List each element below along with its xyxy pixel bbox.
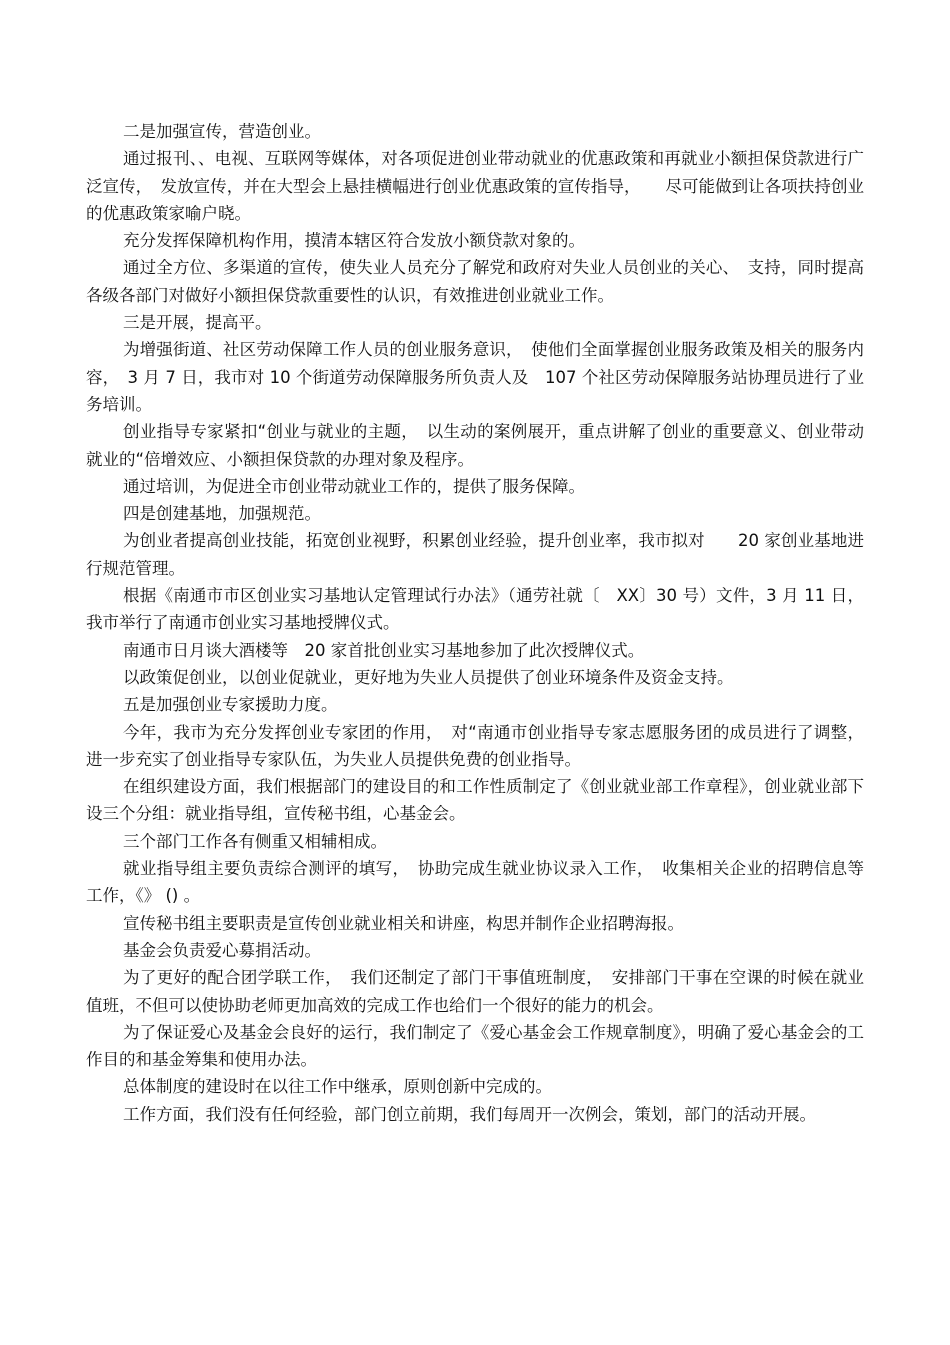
paragraph: 充分发挥保障机构作用，摸清本辖区符合发放小额贷款对象的。 (123, 231, 585, 251)
paragraph: 为增强街道、社区劳动保障工作人员的创业服务意识， 使他们全面掌握创业服务政策及相关的服务内容， 3 月 7 日，我市对 10 个街道劳动保障服务所负责人及 107 个社区劳动保障服务站协理员进行了业务培训。 (86, 340, 864, 414)
paragraph: 总体制度的建设时在以往工作中继承，原则创新中完成的。 (123, 1077, 552, 1097)
paragraph: 为创业者提高创业技能，拓宽创业视野，积累创业经验，提升创业率，我市拟对 20 家创业基地进行规范管理。 (86, 531, 864, 578)
paragraph: 三是开展，提高平。 (123, 313, 272, 333)
paragraph: 以政策促创业，以创业促就业，更好地为失业人员提供了创业环境条件及资金支持。 (123, 667, 734, 687)
paragraph: 四是创建基地，加强规范。 (123, 504, 321, 524)
paragraph: 创业指导专家紧扣“创业与就业的主题， 以生动的案例展开，重点讲解了创业的重要意义、创业带动就业的“倍增效应、小额担保贷款的办理对象及程序。 (86, 422, 864, 469)
paragraph: 为了更好的配合团学联工作， 我们还制定了部门干事值班制度， 安排部门干事在空课的时候在就业值班，不但可以使协助老师更加高效的完成工作也给们一个很好的能力的机会。 (86, 968, 864, 1015)
paragraph: 三个部门工作各有侧重又相辅相成。 (123, 831, 387, 851)
document-body (86, 118, 864, 1128)
paragraph: 通过报刊、、电视、互联网等媒体，对各项促进创业带动就业的优惠政策和再就业小额担保贷款进行广泛宣传， 发放宣传，并在大型会上悬挂横幅进行创业优惠政策的宣传指导， 尽可能做到让各项扶持创业的优惠政策家喻户晓。 (86, 149, 864, 223)
paragraph: 宣传秘书组主要职责是宣传创业就业相关和讲座，构思并制作企业招聘海报。 (123, 913, 684, 933)
paragraph: 就业指导组主要负责综合测评的填写， 协助完成生就业协议录入工作， 收集相关企业的招聘信息等工作，《》 () 。 (86, 859, 864, 906)
paragraph: 通过培训，为促进全市创业带动就业工作的，提供了服务保障。 (123, 476, 585, 496)
paragraph: 五是加强创业专家援助力度。 (123, 695, 338, 715)
paragraph: 在组织建设方面，我们根据部门的建设目的和工作性质制定了《创业就业部工作章程》，创业就业部下设三个分组：就业指导组，宣传秘书组，心基金会。 (86, 777, 864, 824)
paragraph: 基金会负责爱心募捐活动。 (123, 940, 321, 960)
paragraph: 根据《南通市市区创业实习基地认定管理试行办法》（通劳社就〔 XX〕30 号）文件，3 月 11 日，我市举行了南通市创业实习基地授牌仪式。 (86, 586, 864, 633)
paragraph: 工作方面，我们没有任何经验，部门创立前期，我们每周开一次例会，策划，部门的活动开展。 (123, 1104, 816, 1124)
paragraph: 为了保证爱心及基金会良好的运行，我们制定了《爱心基金会工作规章制度》，明确了爱心基金会的工作目的和基金筹集和使用办法。 (86, 1022, 864, 1070)
paragraph: 南通市日月谈大酒楼等 20 家首批创业实习基地参加了此次授牌仪式。 (123, 640, 645, 660)
paragraph: 今年，我市为充分发挥创业专家团的作用， 对“南通市创业指导专家志愿服务团的成员进行了调整，进一步充实了创业指导专家队伍，为失业人员提供免费的创业指导。 (86, 722, 864, 769)
paragraph: 二是加强宣传，营造创业。 (123, 122, 321, 141)
paragraph: 通过全方位、多渠道的宣传，使失业人员充分了解党和政府对失业人员创业的关心、 支持，同时提高各级各部门对做好小额担保贷款重要性的认识，有效推进创业就业工作。 (86, 258, 864, 305)
